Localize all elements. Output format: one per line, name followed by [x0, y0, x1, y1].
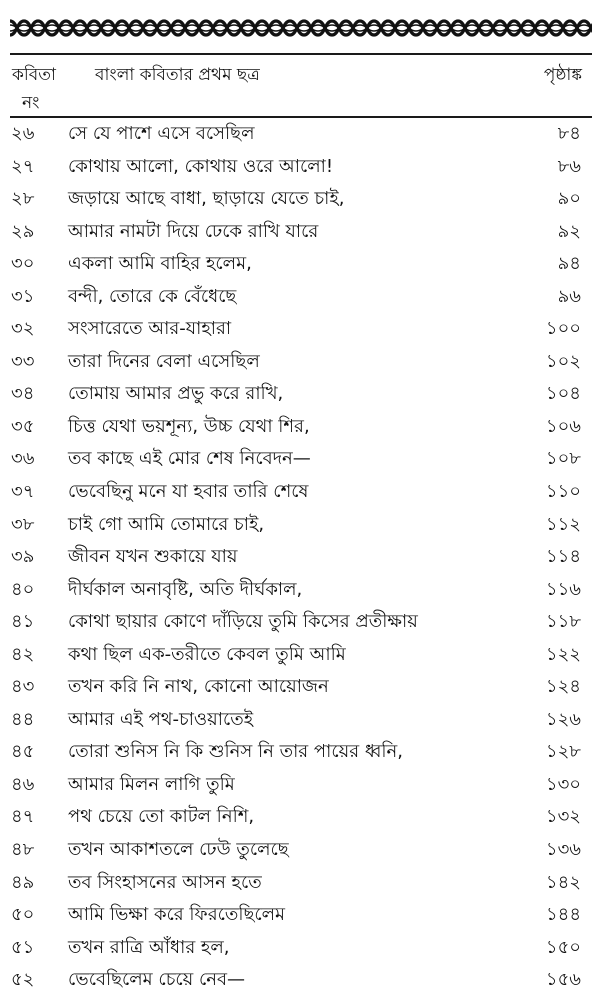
header-top-rule — [10, 53, 592, 55]
table-row — [0, 608, 600, 641]
page-number: ১১০ — [545, 481, 581, 503]
poem-number: ২৭ — [11, 155, 35, 177]
table-row — [0, 250, 600, 283]
poem-number: ৩৮ — [11, 513, 35, 535]
poem-first-line: আমার নামটা দিয়ে ঢেকে রাখি যারে — [68, 220, 319, 242]
poem-number: ৪৩ — [11, 676, 35, 698]
poem-first-line: একলা আমি বাহির হলেম, — [68, 253, 252, 275]
page-number: ১০০ — [545, 318, 581, 340]
ornamental-border — [10, 15, 592, 41]
column-header-first-line: বাংলা কবিতার প্রথম ছত্র — [95, 65, 260, 85]
page-number: ১২৬ — [545, 708, 581, 730]
poem-first-line: বন্দী, তোরে কে বেঁধেছে — [68, 285, 237, 307]
page-number: ১৪২ — [545, 871, 581, 893]
poem-number: ৩৩ — [11, 350, 35, 372]
poem-number: ৩২ — [11, 318, 35, 340]
table-row — [0, 185, 600, 218]
page-number: ৯০ — [557, 188, 581, 210]
table-row — [0, 641, 600, 674]
page-number: ১১২ — [545, 513, 581, 535]
page-number: ১৩০ — [545, 773, 581, 795]
poem-first-line: তখন রাত্রি আঁধার হল, — [68, 936, 230, 958]
column-header-poem-number: কবিতা — [12, 65, 56, 85]
poem-number: ৪৫ — [11, 741, 35, 763]
table-row — [0, 153, 600, 186]
table-row — [0, 966, 600, 999]
table-row — [0, 576, 600, 609]
page-number: ১৩২ — [545, 806, 581, 828]
poem-first-line: আমার এই পথ-চাওয়াতেই — [68, 708, 254, 730]
poem-first-line: জীবন যখন শুকায়ে যায় — [68, 546, 238, 568]
page-number: ১০৬ — [545, 415, 581, 437]
page-number: ১০৮ — [545, 448, 581, 470]
table-row — [0, 348, 600, 381]
poem-first-line: তারা দিনের বেলা এসেছিল — [68, 350, 260, 372]
poem-number: ৩৯ — [11, 546, 35, 568]
table-row — [0, 869, 600, 902]
table-row — [0, 218, 600, 251]
page-number: ৮৪ — [557, 123, 581, 144]
poem-number: ৩০ — [11, 253, 35, 275]
poem-number: ২৯ — [11, 220, 35, 242]
page-number: ১০৪ — [545, 383, 581, 405]
poem-first-line: জড়ায়ে আছে বাধা, ছাড়ায়ে যেতে চাই, — [68, 188, 345, 210]
page-number: ১২৪ — [545, 676, 581, 698]
poem-first-line: ভেবেছিলেম চেয়ে নেব— — [68, 969, 246, 991]
table-row — [0, 803, 600, 836]
poem-first-line: তখন আকাশতলে ঢেউ তুলেছে — [68, 839, 289, 861]
poem-first-line: তখন করি নি নাথ, কোনো আয়োজন — [68, 676, 329, 698]
poem-first-line: সংসারেতে আর-যাহারা — [68, 318, 232, 340]
poem-number: ৩৫ — [11, 415, 35, 437]
poem-number: ৫১ — [11, 936, 35, 958]
page-number: ১৩৬ — [545, 839, 581, 861]
table-row — [0, 413, 600, 446]
poem-number: ৪৪ — [11, 708, 35, 730]
poem-first-line: কোথায় আলো, কোথায় ওরে আলো! — [68, 155, 334, 177]
poem-number: ২৮ — [11, 188, 35, 210]
header-bottom-rule — [10, 116, 592, 118]
poem-number: ৩১ — [11, 285, 35, 307]
table-row — [0, 771, 600, 804]
poem-first-line: আমার মিলন লাগি তুমি — [68, 773, 235, 795]
poem-number: ৩৭ — [11, 481, 35, 503]
table-row — [0, 445, 600, 478]
table-row — [0, 836, 600, 869]
poem-first-line: দীর্ঘকাল অনাবৃষ্টি, অতি দীর্ঘকাল, — [68, 578, 303, 600]
table-header — [0, 58, 600, 114]
table-row — [0, 706, 600, 739]
poem-first-line: তব সিংহাসনের আসন হতে — [68, 871, 262, 893]
table-row — [0, 934, 600, 967]
table-row — [0, 738, 600, 771]
page-number: ১২৮ — [545, 741, 581, 763]
table-row — [0, 120, 600, 153]
poem-number: ৪৮ — [11, 839, 35, 861]
poem-number: ৫০ — [11, 904, 35, 926]
table-row — [0, 380, 600, 413]
poem-first-line: সে যে পাশে এসে বসেছিল — [68, 123, 255, 144]
page-number: ১২২ — [545, 643, 581, 665]
table-row — [0, 543, 600, 576]
poem-first-line: তোরা শুনিস নি কি শুনিস নি তার পায়ের ধ্বনি, — [68, 741, 404, 763]
page-number: ১১৮ — [545, 611, 581, 633]
page-number: ৯২ — [557, 220, 581, 242]
poem-first-line: তোমায় আমার প্রভু করে রাখি, — [68, 383, 284, 405]
table-row — [0, 673, 600, 706]
poem-first-line: পথ চেয়ে তো কাটল নিশি, — [68, 806, 255, 828]
poem-first-line: তব কাছে এই মোর শেষ নিবেদন— — [68, 448, 311, 470]
poem-first-line: চিত্ত যেথা ভয়শূন্য, উচ্চ যেথা শির, — [68, 415, 310, 437]
column-header-poem-number-line2: নং — [22, 93, 40, 113]
poem-number: ৪১ — [11, 611, 35, 633]
page-number: ১৫০ — [545, 936, 581, 958]
poem-number: ৩৪ — [11, 383, 35, 405]
poem-first-line: কথা ছিল এক-তরীতে কেবল তুমি আমি — [68, 643, 346, 665]
page-number: ১৫৬ — [545, 969, 581, 991]
poem-number: ৪০ — [11, 578, 35, 600]
poem-number: ৫২ — [11, 969, 35, 991]
poem-first-line: চাই গো আমি তোমারে চাই, — [68, 513, 265, 535]
poem-first-line: আমি ভিক্ষা করে ফিরতেছিলেম — [68, 904, 286, 926]
page-number: ১০২ — [545, 350, 581, 372]
table-row — [0, 315, 600, 348]
page-number: ৯৬ — [557, 285, 581, 307]
table-row — [0, 511, 600, 544]
page-number: ১১৬ — [545, 578, 581, 600]
page-number: ৮৬ — [557, 155, 581, 177]
index-table-body — [0, 120, 600, 999]
poem-first-line: কোথা ছায়ার কোণে দাঁড়িয়ে তুমি কিসের প্রতীক্ষায় — [68, 611, 418, 633]
poem-number: ৪৯ — [11, 871, 35, 893]
poem-number: ৪৬ — [11, 773, 35, 795]
page-number: ১১৪ — [545, 546, 581, 568]
poem-number: ৩৬ — [11, 448, 35, 470]
page-number: ৯৪ — [557, 253, 581, 275]
poem-number: ৪৭ — [11, 806, 35, 828]
table-row — [0, 283, 600, 316]
poem-first-line: ভেবেছিনু মনে যা হবার তারি শেষে — [68, 481, 309, 503]
table-row — [0, 478, 600, 511]
poem-number: ৪২ — [11, 643, 35, 665]
page-number: ১৪৪ — [545, 904, 581, 926]
column-header-page-number: পৃষ্ঠাঙ্ক — [543, 65, 582, 85]
table-row — [0, 901, 600, 934]
poem-number: ২৬ — [11, 123, 35, 144]
